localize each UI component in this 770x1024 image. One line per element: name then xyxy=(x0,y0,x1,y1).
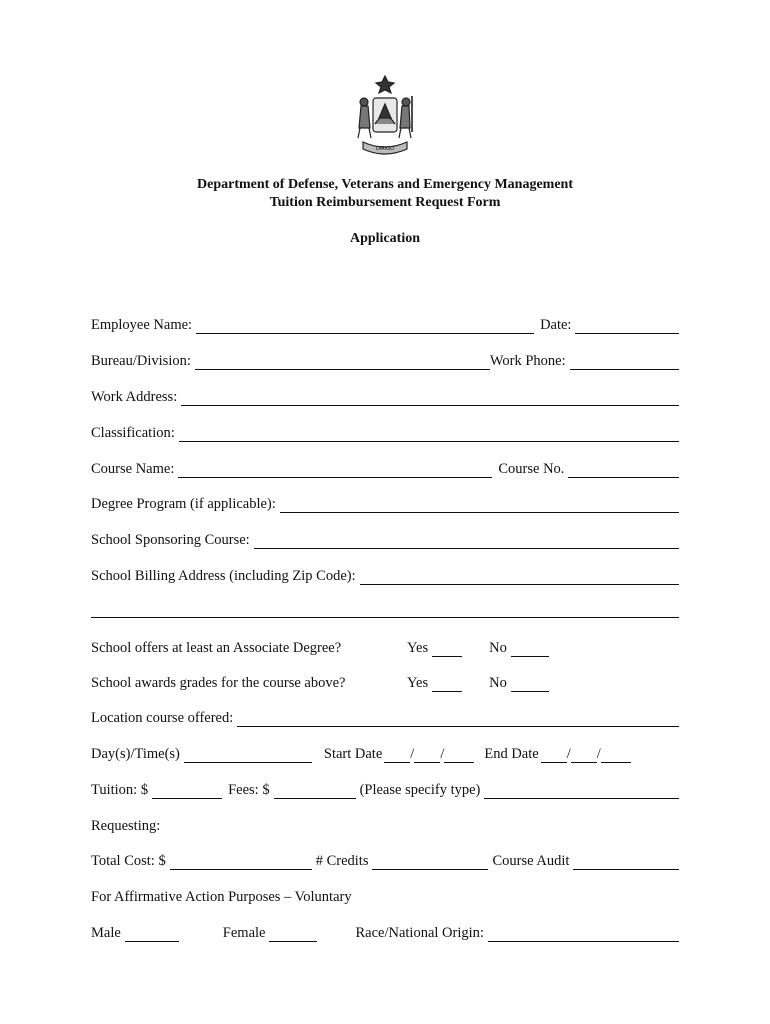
fee-type-label: (Please specify type) xyxy=(359,782,481,798)
course-no-field[interactable] xyxy=(568,463,679,478)
form-title: Tuition Reimbursement Request Form xyxy=(269,195,501,210)
associate-no-label: No xyxy=(489,640,507,656)
course-name-field[interactable] xyxy=(178,463,492,478)
fee-type-field[interactable] xyxy=(484,784,679,799)
row-bureau xyxy=(91,352,679,370)
state-seal-image xyxy=(349,72,421,160)
female-label: Female xyxy=(222,925,266,941)
location-field[interactable] xyxy=(237,712,679,727)
row-affirmative xyxy=(91,888,679,906)
school-sponsoring-field[interactable] xyxy=(254,534,679,549)
row-requesting xyxy=(91,817,679,835)
grades-yes-field[interactable] xyxy=(432,677,462,692)
course-audit-field[interactable] xyxy=(573,855,679,870)
fees-label: Fees: $ xyxy=(228,782,270,798)
row-course-name xyxy=(91,460,679,478)
row-schedule: Day(s)/Time(s) Start Date / / End Date / / xyxy=(91,745,679,763)
degree-program-field[interactable] xyxy=(280,498,679,513)
course-no-label: Course No. xyxy=(498,461,565,477)
credits-label: # Credits xyxy=(315,853,369,869)
end-date-label: End Date xyxy=(484,746,539,762)
work-phone-label: Work Phone: xyxy=(489,353,566,369)
course-audit-label: Course Audit xyxy=(492,853,570,869)
associate-degree-question: School offers at least an Associate Degree? xyxy=(91,640,342,656)
school-sponsoring-label: School Sponsoring Course: xyxy=(91,532,250,548)
start-year-field[interactable] xyxy=(444,748,474,763)
affirmative-action-label: For Affirmative Action Purposes – Voluntary xyxy=(91,889,352,905)
grades-no-field[interactable] xyxy=(511,677,549,692)
employee-name-label: Employee Name: xyxy=(91,317,193,333)
row-associate-degree xyxy=(91,639,679,657)
tuition-label: Tuition: $ xyxy=(91,782,149,798)
grades-question: School awards grades for the course above? xyxy=(91,675,346,691)
row-demographics xyxy=(91,924,679,942)
location-label: Location course offered: xyxy=(91,710,234,726)
bureau-field[interactable] xyxy=(195,355,490,370)
bureau-label: Bureau/Division: xyxy=(91,353,191,369)
days-times-label: Day(s)/Time(s) xyxy=(91,746,180,762)
row-work-address xyxy=(91,388,679,406)
row-location xyxy=(91,709,679,727)
school-billing-field[interactable] xyxy=(360,570,679,585)
section-title: Application xyxy=(349,231,420,246)
days-times-field[interactable] xyxy=(184,748,312,763)
associate-yes-field[interactable] xyxy=(432,642,462,657)
male-label: Male xyxy=(91,925,121,941)
row-total-cost xyxy=(91,852,679,870)
work-address-field[interactable] xyxy=(181,391,679,406)
degree-program-label: Degree Program (if applicable): xyxy=(91,496,276,512)
seal-motto-text: DIRIGO xyxy=(375,146,395,152)
work-phone-field[interactable] xyxy=(570,355,679,370)
row-degree-program xyxy=(91,495,679,513)
end-month-field[interactable] xyxy=(541,748,567,763)
work-address-label: Work Address: xyxy=(91,389,178,405)
start-day-field[interactable] xyxy=(414,748,440,763)
race-origin-field[interactable] xyxy=(488,927,679,942)
row-school-sponsoring xyxy=(91,531,679,549)
credits-field[interactable] xyxy=(372,855,488,870)
school-billing-label: School Billing Address (including Zip Code): xyxy=(91,568,356,584)
end-year-field[interactable] xyxy=(601,748,631,763)
classification-field[interactable] xyxy=(179,427,679,442)
course-name-label: Course Name: xyxy=(91,461,175,477)
grades-yes-label: Yes xyxy=(407,675,429,691)
fees-field[interactable] xyxy=(274,784,356,799)
start-month-field[interactable] xyxy=(384,748,410,763)
associate-no-field[interactable] xyxy=(511,642,549,657)
school-billing-field-line-2[interactable] xyxy=(91,603,679,618)
department-title: Department of Defense, Veterans and Emergency Management xyxy=(197,177,573,192)
row-classification xyxy=(91,424,679,442)
employee-name-field[interactable] xyxy=(196,319,534,334)
start-date-label: Start Date xyxy=(323,746,383,762)
grades-no-label: No xyxy=(489,675,507,691)
date-field[interactable] xyxy=(575,319,679,334)
row-school-billing-continued xyxy=(91,603,679,618)
date-label: Date: xyxy=(540,317,572,333)
row-school-billing xyxy=(91,567,679,585)
total-cost-field[interactable] xyxy=(170,855,312,870)
row-tuition xyxy=(91,781,679,799)
total-cost-label: Total Cost: $ xyxy=(91,853,166,869)
male-field[interactable] xyxy=(125,927,179,942)
tuition-field[interactable] xyxy=(152,784,222,799)
end-day-field[interactable] xyxy=(571,748,597,763)
associate-yes-label: Yes xyxy=(407,640,429,656)
row-employee-name xyxy=(91,316,679,334)
race-origin-label: Race/National Origin: xyxy=(355,925,484,941)
female-field[interactable] xyxy=(269,927,317,942)
requesting-label: Requesting: xyxy=(91,818,161,834)
classification-label: Classification: xyxy=(91,425,175,441)
row-grades xyxy=(91,674,679,692)
